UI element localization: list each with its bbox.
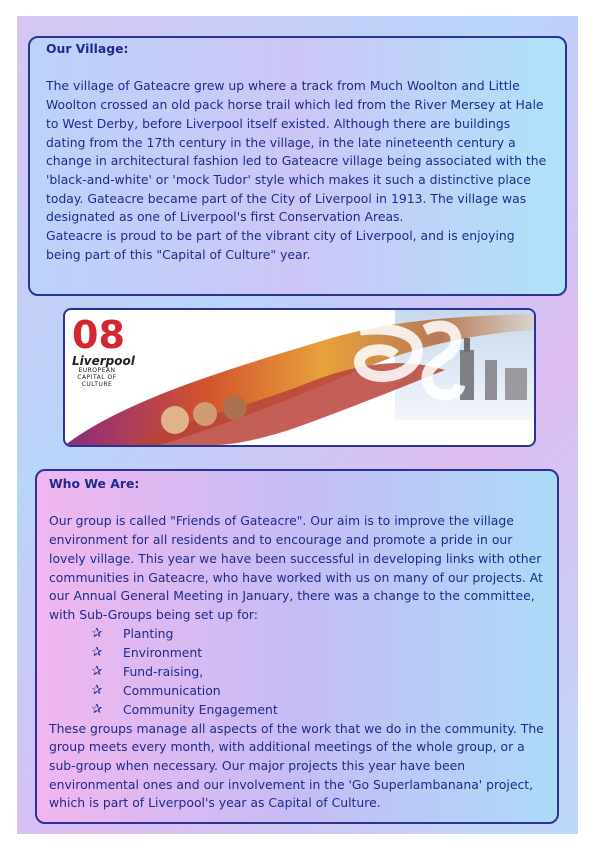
list-item <box>49 682 547 701</box>
subgroup-label: Communication <box>123 682 221 698</box>
village-pride-paragraph: Gateacre is proud to be part of the vibrant city of Liverpool, and is enjoying being part of this "Capital of Culture" year. <box>46 228 515 262</box>
banner-artwork <box>65 310 534 445</box>
logo-tagline-line1: EUROPEAN <box>78 367 116 374</box>
subgroup-label: Environment <box>123 644 203 660</box>
list-item <box>49 663 547 682</box>
subgroup-label: Community Engagement <box>123 701 278 717</box>
who-we-are-section <box>35 469 559 824</box>
list-item <box>49 625 547 644</box>
our-village-section <box>28 36 567 296</box>
logo-city-name: Liverpool <box>72 354 135 368</box>
list-item <box>49 701 547 720</box>
subgroup-list <box>49 625 547 720</box>
section-heading: Who We Are: <box>49 476 140 491</box>
liverpool-08-logo <box>72 313 135 395</box>
star-icon: ✰ <box>91 625 103 641</box>
village-history-paragraph: The village of Gateacre grew up where a track from Much Woolton and Little Woolton crossed an old pack horse trail which led from the River Mersey at Hale to West Derby, before Liverpool itself existed. Although there are buildings dating from the 17th century in the village, in the late nineteenth century a change in architectural fashion led to Gateacre village being associated with the 'black-and-white' or 'mock Tudor' style which makes it such a distinctive place today. Gateacre became part of the City of Liverpool in 1913. The village was designated as one of Liverpool's first Conservation Areas. <box>46 78 547 225</box>
group-activities-paragraph: These groups manage all aspects of the work that we do in the community. The group meets every month, with additional meetings of the whole group, or a sub-group when necessary. Our major projects this year have been environmental ones and our involvement in the 'Go Superlambanana' project, which is part of Liverpool's year as Capital of Culture. <box>49 720 544 811</box>
logo-number: 08 <box>72 313 125 357</box>
section-heading: Our Village: <box>46 41 129 56</box>
logo-tagline-line2: CAPITAL OF CULTURE <box>77 374 117 388</box>
list-item <box>49 644 547 663</box>
subgroup-label: Planting <box>123 625 174 641</box>
capital-of-culture-banner <box>63 308 536 447</box>
group-intro-paragraph: Our group is called "Friends of Gateacre". Our aim is to improve the village environment for all residents and to encourage and promote a pride in our lovely village. This year we have been successful in developing links with other communities in Gateacre, who have worked with us on many of our projects. At our Annual General Meeting in January, there was a change to the committee, with Sub-Groups being set up for: <box>49 513 543 622</box>
subgroup-label: Fund-raising, <box>123 663 204 679</box>
star-icon: ✰ <box>91 663 103 679</box>
star-icon: ✰ <box>91 644 103 660</box>
star-icon: ✰ <box>91 682 103 698</box>
star-icon: ✰ <box>91 701 103 717</box>
